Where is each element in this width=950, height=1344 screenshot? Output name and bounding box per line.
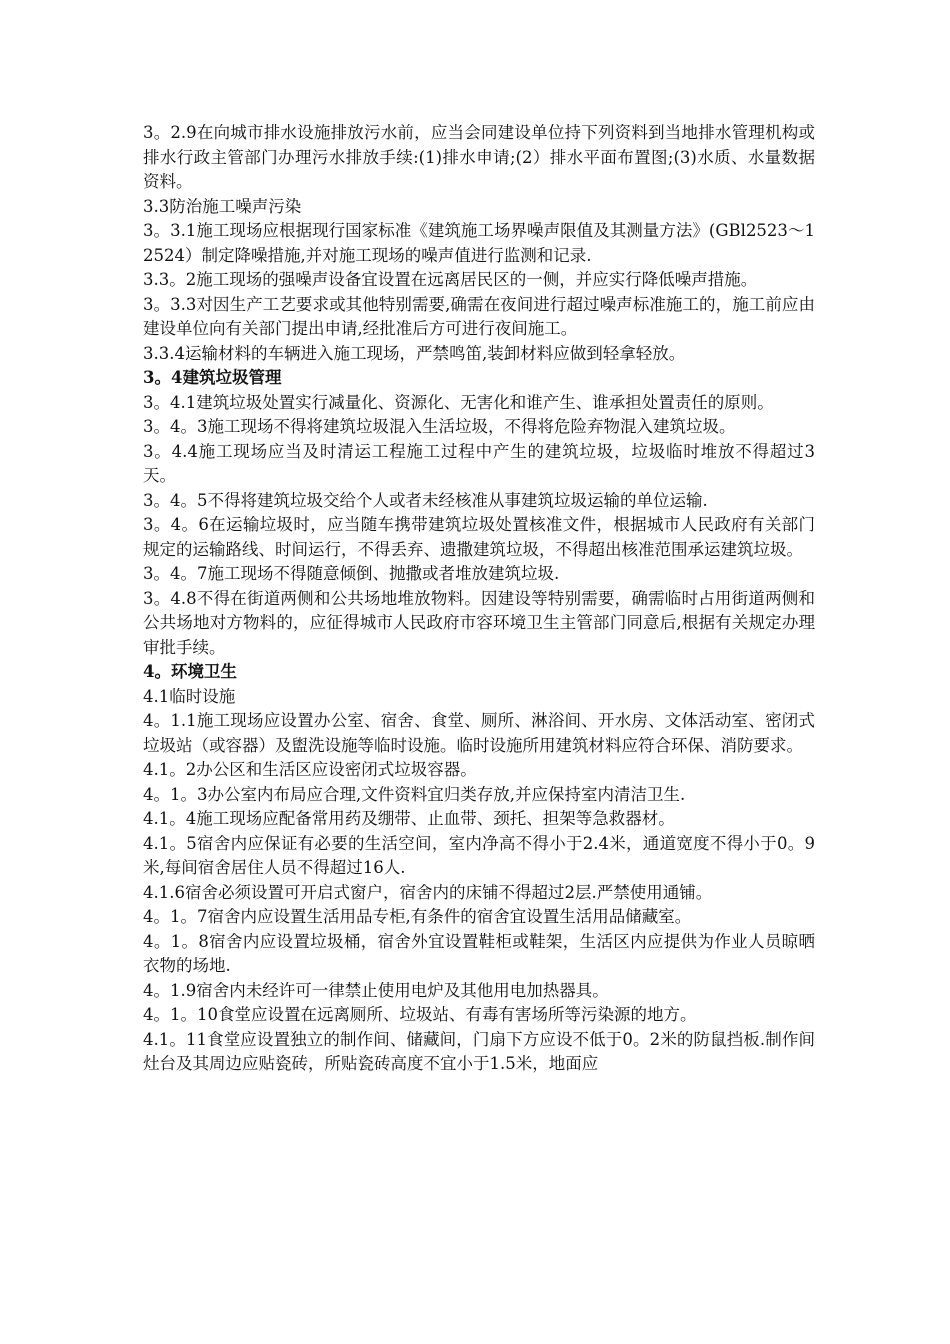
paragraph: 4.1。11食堂应设置独立的制作间、储藏间，门扇下方应设不低于0。2米的防鼠挡板.制作间灶台及其周边应贴瓷砖，所贴瓷砖高度不宜小于1.5米，地面应 xyxy=(143,1029,815,1073)
paragraph: 4.1。4施工现场应配备常用药及绷带、止血带、颈托、担架等急救器材。 xyxy=(143,809,675,828)
paragraph: 3。4.8不得在街道两侧和公共场地堆放物料。因建设等特别需要，确需临时占用街道两侧和公共场地对方物料的，应征得城市人民政府市容环境卫生主管部门同意后,根据有关规定办理审批手续。 xyxy=(143,588,815,657)
paragraph: 4。1。10食堂应设置在远离厕所、垃圾站、有毒有害场所等污染源的地方。 xyxy=(143,1005,697,1024)
paragraph: 3。4.1建筑垃圾处置实行减量化、资源化、无害化和谁产生、谁承担处置责任的原则。 xyxy=(143,392,774,412)
paragraph: 4。1.9宿舍内未经许可一律禁止使用电炉及其他用电加热器具。 xyxy=(143,980,609,1000)
paragraph: 3。4。6在运输垃圾时，应当随车携带建筑垃圾处置核准文件，根据城市人民政府有关部门规定的运输路线、时间运行，不得丢弃、遗撒建筑垃圾，不得超出核准范围承运建筑垃圾。 xyxy=(143,515,815,559)
document-page xyxy=(143,121,815,1077)
paragraph: 3。3.3对因生产工艺要求或其他特别需要,确需在夜间进行超过噪声标准施工的，施工前应由建设单位向有关部门提出申请,经批准后方可进行夜间施工。 xyxy=(143,294,815,338)
paragraph: 3.3.4运输材料的车辆进入施工现场，严禁鸣笛,装卸材料应做到轻拿轻放。 xyxy=(143,343,686,363)
paragraph: 3.3。2施工现场的强噪声设备宜设置在远离居民区的一侧，并应实行降低噪声措施。 xyxy=(143,270,758,289)
paragraph: 4。1。3办公室内布局应合理,文件资料宜归类存放,并应保持室内清洁卫生. xyxy=(143,784,686,804)
paragraph: 3。3.1施工现场应根据现行国家标准《建筑施工场界噪声限值及其测量方法》(GBl2523～12524）制定降噪措施,并对施工现场的噪声值进行监测和记录. xyxy=(143,221,815,265)
paragraph: 4。1.1施工现场应设置办公室、宿舍、食堂、厕所、淋浴间、开水房、文体活动室、密闭式垃圾站（或容器）及盥洗设施等临时设施。临时设施所用建筑材料应符合环保、消防要求。 xyxy=(143,711,815,755)
paragraph: 3。4.4施工现场应当及时清运工程施工过程中产生的建筑垃圾，垃圾临时堆放不得超过3天。 xyxy=(143,441,815,485)
paragraph: 3.3防治施工噪声污染 xyxy=(143,196,302,216)
paragraph: 3。4。5不得将建筑垃圾交给个人或者未经核准从事建筑垃圾运输的单位运输. xyxy=(143,490,708,510)
paragraph: 4。1。8宿舍内应设置垃圾桶，宿舍外宜设置鞋柜或鞋架，生活区内应提供为作业人员晾晒衣物的场地. xyxy=(143,931,815,975)
paragraph: 4.1。2办公区和生活区应设密闭式垃圾容器。 xyxy=(143,760,477,779)
paragraph: 4。1。7宿舍内应设置生活用品专柜,有条件的宿舍宜设置生活用品储藏室。 xyxy=(143,907,692,926)
paragraph: 4.1。5宿舍内应保证有必要的生活空间，室内净高不得小于2.4米，通道宽度不得小于0。9米,每间宿舍居住人员不得超过16人. xyxy=(143,833,815,877)
paragraph: 3。2.9在向城市排水设施排放污水前，应当会同建设单位持下列资料到当地排水管理机构或排水行政主管部门办理污水排放手续:(1)排水申请;(2）排水平面布置图;(3)水质、水量数据资料。 xyxy=(143,123,815,191)
paragraph: 4.1临时设施 xyxy=(143,686,236,706)
paragraph: 3。4。7施工现场不得随意倾倒、抛撒或者堆放建筑垃圾. xyxy=(143,564,560,583)
section-heading: 4。环境卫生 xyxy=(143,662,237,681)
section-heading: 3。4建筑垃圾管理 xyxy=(143,368,282,387)
paragraph: 3。4。3施工现场不得将建筑垃圾混入生活垃圾，不得将危险弃物混入建筑垃圾。 xyxy=(143,417,736,436)
paragraph: 4.1.6宿舍必须设置可开启式窗户，宿舍内的床铺不得超过2层.严禁使用通铺。 xyxy=(143,882,713,902)
